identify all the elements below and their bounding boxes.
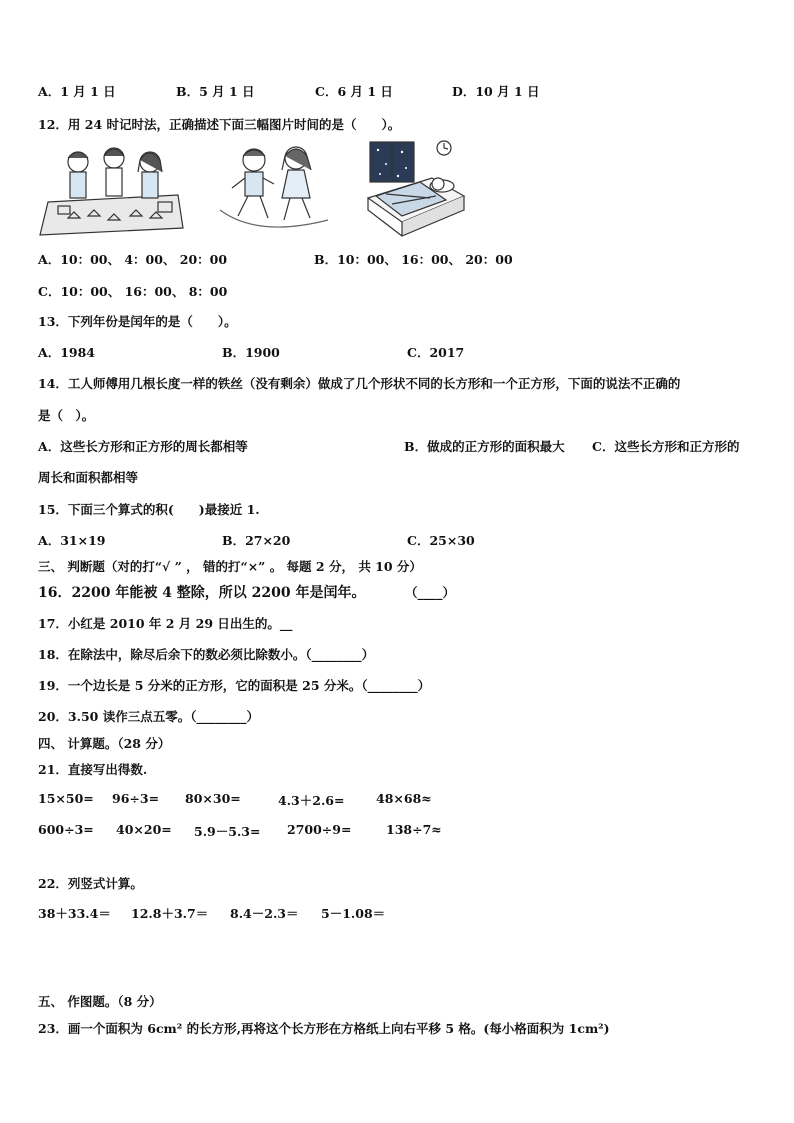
q14-stem-line1: 14．工人师傅用几根长度一样的铁丝（没有剩余）做成了几个形状不同的长方形和一个正方形，下面的说法不正确的 xyxy=(38,376,681,391)
q21-item: 600÷3= xyxy=(38,822,94,837)
q21-item: 96÷3= xyxy=(112,791,160,806)
q11-option-a: A．1 月 1 日 xyxy=(38,84,116,99)
q15-option-c: C．25×30 xyxy=(407,533,475,548)
q21-item: 80×30= xyxy=(185,791,241,806)
section5-title: 五、 作图题。（8 分） xyxy=(38,994,162,1009)
q11-option-c: C．6 月 1 日 xyxy=(315,84,393,99)
q21-item: 40×20= xyxy=(116,822,172,837)
q13-option-a: A．1984 xyxy=(38,345,95,360)
q21-stem: 21．直接写出得数. xyxy=(38,762,148,777)
q13-option-c: C．2017 xyxy=(407,345,465,360)
children-crafting-illustration xyxy=(38,140,186,240)
section4-title: 四、 计算题。（28 分） xyxy=(38,736,171,751)
q11-option-b: B．5 月 1 日 xyxy=(176,84,255,99)
q12-option-a: A．10：00、 4：00、 20：00 xyxy=(38,252,228,267)
q20-text: 20．3.50 读作三点五零。（________） xyxy=(38,709,259,724)
q15-stem: 15．下面三个算式的积( )最接近 1. xyxy=(38,502,260,517)
children-running-illustration xyxy=(218,140,336,240)
q13-stem: 13．下列年份是闰年的是（ ）。 xyxy=(38,314,237,329)
q14-option-c-line2: 周长和面积都相等 xyxy=(38,470,139,485)
q21-item: 48×68≈ xyxy=(376,791,432,806)
q21-item: 4.3＋2.6= xyxy=(278,793,345,808)
q22-stem: 22．列竖式计算。 xyxy=(38,876,143,891)
section3-title: 三、 判断题（对的打“√ ” ， 错的打“×” 。 每题 2 分， 共 10 分） xyxy=(38,559,422,574)
q19-text: 19．一个边长是 5 分米的正方形，它的面积是 25 分米。（________） xyxy=(38,678,431,693)
q22-item: 12.8＋3.7＝ xyxy=(131,906,209,921)
q21-item: 15×50= xyxy=(38,791,94,806)
q15-option-a: A．31×19 xyxy=(38,533,106,548)
q22-item: 8.4－2.3＝ xyxy=(230,906,299,921)
child-sleeping-illustration xyxy=(362,138,468,242)
q12-option-b: B．10：00、 16：00、 20：00 xyxy=(314,252,513,267)
q21-item: 5.9－5.3= xyxy=(194,824,261,839)
q22-item: 38＋33.4＝ xyxy=(38,906,111,921)
q16-text: 16．2200 年能被 4 整除，所以 2200 年是闰年。 xyxy=(38,585,366,601)
q23-text: 23．画一个面积为 6cm² 的长方形,再将这个长方形在方格纸上向右平移 5 格。(每小格面积为 1cm²) xyxy=(38,1021,610,1036)
q14-stem-line2: 是（ ）。 xyxy=(38,408,95,423)
q13-option-b: B．1900 xyxy=(222,345,280,360)
q17-text: 17．小红是 2010 年 2 月 29 日出生的。__ xyxy=(38,616,293,631)
q12-option-c: C．10：00、 16：00、 8：00 xyxy=(38,284,228,299)
q14-option-b: B．做成的正方形的面积最大 xyxy=(404,439,565,454)
q21-item: 2700÷9= xyxy=(287,822,352,837)
q15-option-b: B．27×20 xyxy=(222,533,291,548)
q11-option-d: D．10 月 1 日 xyxy=(452,84,540,99)
q21-item: 138÷7≈ xyxy=(386,822,442,837)
q22-item: 5－1.08＝ xyxy=(321,906,386,921)
q14-option-a: A．这些长方形和正方形的周长都相等 xyxy=(38,439,248,454)
q16-blank: （____） xyxy=(405,585,456,600)
q14-option-c-line1: C．这些长方形和正方形的 xyxy=(592,439,740,454)
q18-text: 18．在除法中，除尽后余下的数必须比除数小。（________） xyxy=(38,647,375,662)
q12-stem: 12．用 24 时记时法，正确描述下面三幅图片时间的是（ ）。 xyxy=(38,117,401,132)
